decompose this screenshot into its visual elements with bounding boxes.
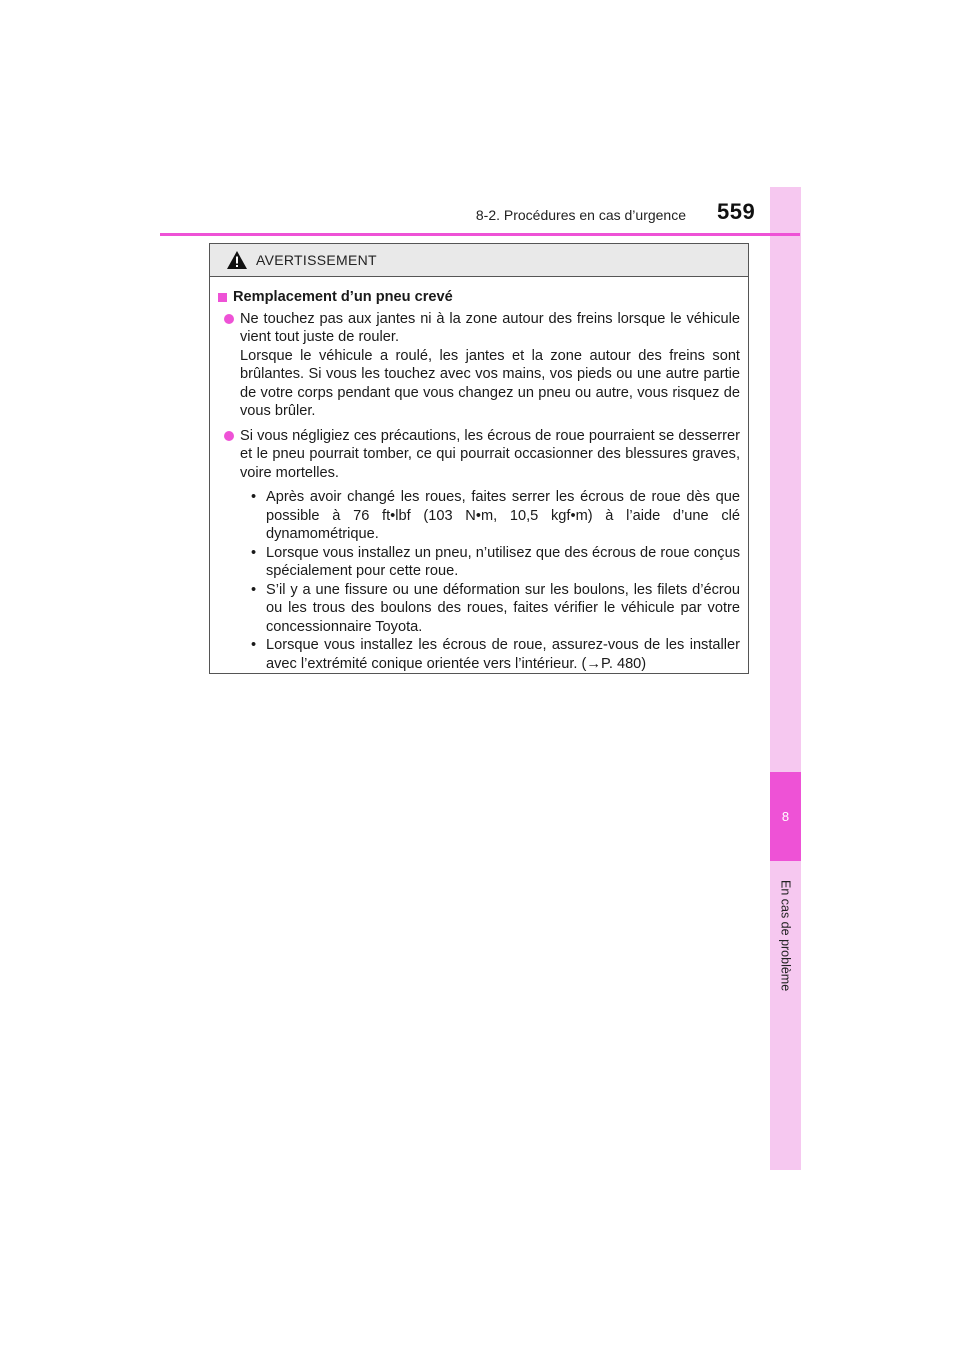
sub-list-item: • Lorsque vous installez un pneu, n’utilisez que des écrous de roue conçus spécialement pour cette roue. bbox=[251, 544, 740, 579]
header-divider bbox=[160, 233, 800, 236]
warning-triangle-icon bbox=[226, 250, 248, 270]
sub-list bbox=[251, 488, 740, 673]
sub-list-item: • Après avoir changé les roues, faites serrer les écrous de roue dès que possible à 76 ft•lbf (103 N•m, 10,5 kgf•m) à l’aide d’une clé dynamométrique. bbox=[251, 489, 740, 542]
chapter-number: 8 bbox=[781, 809, 790, 824]
warning-body bbox=[210, 277, 748, 673]
sub-list-item: • S’il y a une fissure ou une déformation sur les boulons, les filets d’écrou ou les trous des boulons des roues, faites vérifier le véhicule par votre concessionnaire Toyota. bbox=[251, 581, 740, 635]
sub-list-item: • Lorsque vous installez les écrous de roue, assurez-vous de les installer avec l’extrémité conique orientée vers l’intérieur. (→P. 480) bbox=[251, 637, 740, 672]
page-number: 559 bbox=[717, 199, 756, 224]
warning-heading-text: Remplacement d’un pneu crevé bbox=[233, 289, 453, 305]
warning-heading bbox=[218, 288, 740, 307]
section-title: 8-2. Procédures en cas d’urgence bbox=[475, 207, 686, 223]
circle-bullet-icon bbox=[224, 314, 234, 324]
warning-title: AVERTISSEMENT bbox=[256, 252, 377, 268]
warning-box bbox=[209, 243, 749, 674]
item-paragraph: Ne touchez pas aux jantes ni à la zone autour des freins lorsque le véhicule vient tout juste de rouler. bbox=[240, 310, 740, 345]
item-paragraph: Lorsque le véhicule a roulé, les jantes et la zone autour des freins sont brûlantes. Si vous les touchez avec vos mains, vos pieds ou une autre partie de votre corps pendant que vous changez un pneu ou autre, vous risquez de vous brûler. bbox=[240, 347, 740, 419]
list-item bbox=[224, 427, 740, 483]
chapter-title: En cas de problème bbox=[778, 880, 793, 992]
chapter-number-tab bbox=[770, 772, 801, 861]
warning-header bbox=[210, 244, 748, 277]
circle-bullet-icon bbox=[224, 431, 234, 441]
item-paragraph: Si vous négligiez ces précautions, les écrous de roue pourraient se desserrer et le pneu pourrait tomber, ce qui pourrait occasionner des blessures graves, voire mortelles. bbox=[240, 427, 740, 481]
list-item bbox=[224, 310, 740, 421]
square-bullet-icon bbox=[218, 293, 227, 302]
